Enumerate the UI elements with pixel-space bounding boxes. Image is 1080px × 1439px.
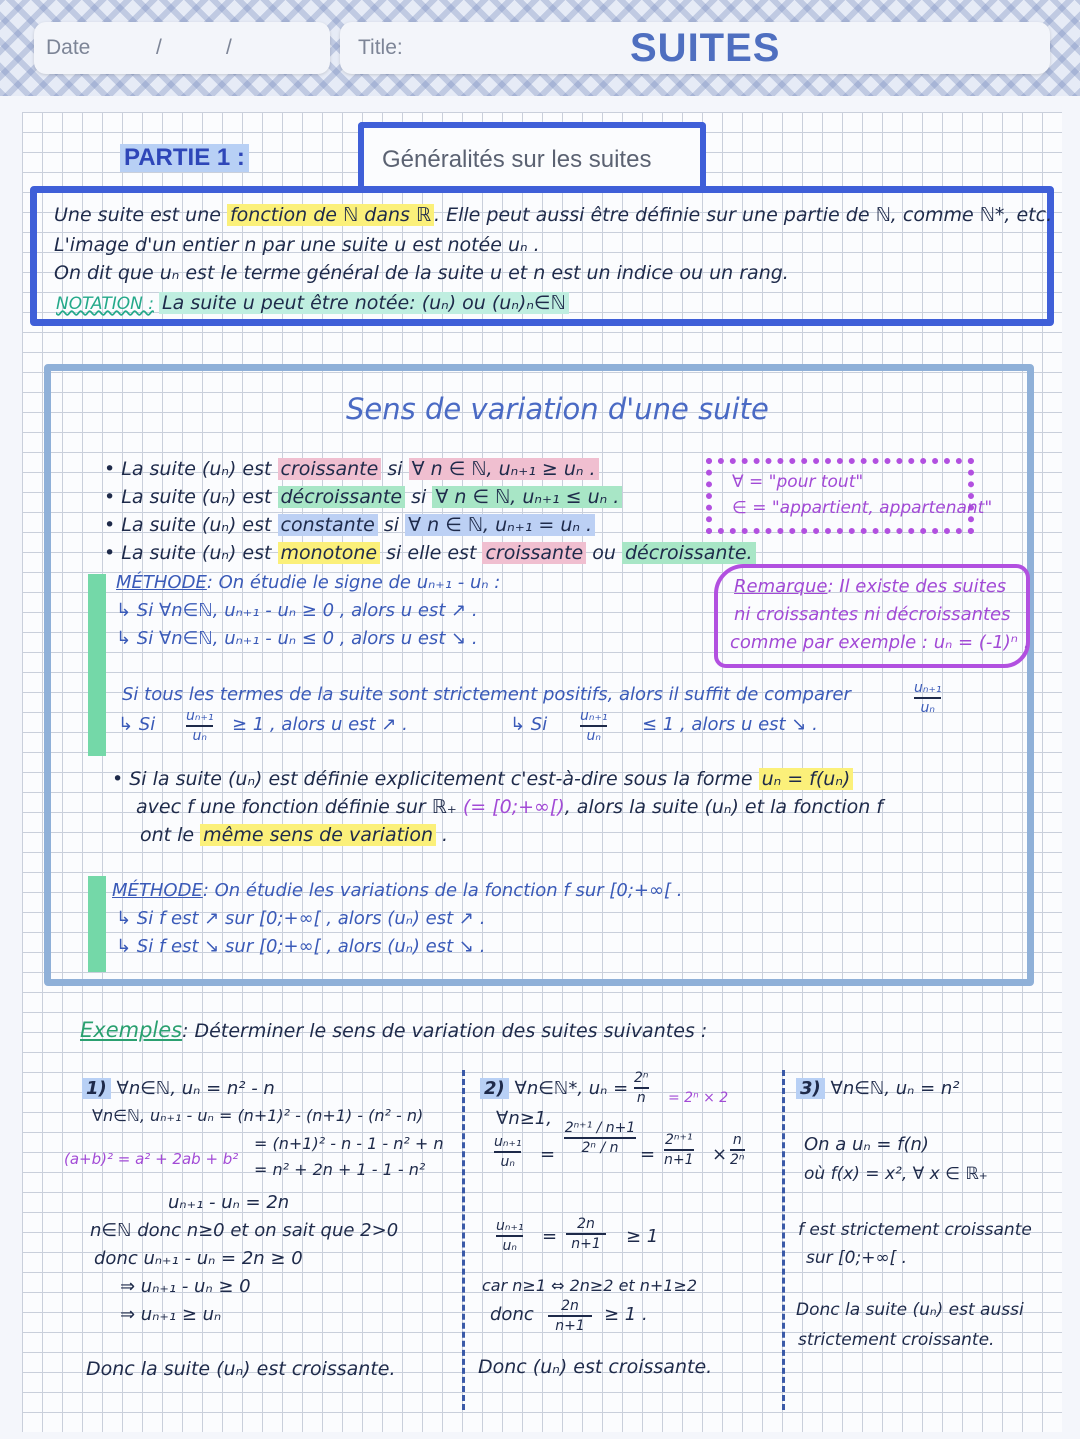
ratio-case-1-post: ≥ 1 , alors u est ↗ . xyxy=(232,714,408,735)
remark-line: comme par exemple : uₙ = (-1)ⁿ . xyxy=(730,632,1030,653)
example-2-condition: ∀n≥1, xyxy=(496,1108,552,1129)
ratio-fraction xyxy=(186,708,213,744)
page-header xyxy=(0,0,1080,96)
bullet-text: si xyxy=(383,514,400,536)
fraction-numerator: n xyxy=(732,1132,742,1148)
example-1-line: donc uₙ₊₁ - uₙ = 2n ≥ 0 xyxy=(94,1248,303,1269)
ratio-case-2-pre: ↳ Si xyxy=(510,714,548,735)
method-sidebar xyxy=(88,574,106,756)
example-1-line: ⇒ uₙ₊₁ ≥ uₙ xyxy=(120,1304,222,1325)
fraction-numerator: uₙ₊₁ xyxy=(496,1218,524,1234)
example-statement: ∀n∈ℕ, uₙ = n² xyxy=(830,1078,960,1099)
bullet-text: si xyxy=(387,458,403,480)
example-2-conclusion: Donc (uₙ) est croissante. xyxy=(478,1356,713,1378)
fraction-numerator: 2ⁿ⁺¹ / n+1 xyxy=(564,1120,636,1136)
bullet-text: La suite (uₙ) est xyxy=(121,514,272,536)
column-separator xyxy=(782,1070,785,1410)
title-label: Title: xyxy=(358,36,403,59)
example-1-line: ∀n∈ℕ, uₙ₊₁ - uₙ = (n+1)² - (n+1) - (n² - n) xyxy=(92,1106,424,1125)
bullet-keyword: constante xyxy=(278,514,378,536)
example-number: 3) xyxy=(796,1078,825,1099)
bullet-keyword: croissante xyxy=(278,458,382,480)
notation-line xyxy=(56,292,569,314)
example-1-line: n∈ℕ donc n≥0 et on sait que 2>0 xyxy=(90,1220,399,1241)
fraction-numerator: uₙ₊₁ xyxy=(186,708,214,724)
ratio-case-1-pre: ↳ Si xyxy=(118,714,156,735)
times-sign: × xyxy=(712,1144,728,1165)
explicit-line-2 xyxy=(136,796,883,818)
example-3-conclusion: strictement croissante. xyxy=(798,1330,995,1350)
fraction-denominator: uₙ xyxy=(920,700,935,716)
bullet-decroissante: • La suite (uₙ) est décroissante si ∀ n ∈ ℕ, uₙ₊₁ ≤ uₙ . xyxy=(104,486,622,508)
method-title: MÉTHODE xyxy=(116,572,207,593)
part-title: Généralités sur les suites xyxy=(382,146,652,173)
definition-text: . Elle peut aussi être définie sur une partie de ℕ, comme ℕ*, etc. xyxy=(434,204,1053,226)
example-number: 2) xyxy=(480,1078,509,1099)
method-2-head xyxy=(112,880,682,901)
bullet-condition: ∀ n ∈ ℕ, uₙ₊₁ ≥ uₙ . xyxy=(409,458,599,480)
ratio-fraction xyxy=(914,680,941,716)
bullet-keyword: monotone xyxy=(278,542,381,564)
explicit-line-3 xyxy=(140,824,448,846)
fraction-numerator: 2ⁿ xyxy=(634,1070,649,1086)
fraction-denominator: n+1 xyxy=(555,1318,585,1334)
equals-sign: = xyxy=(542,1226,558,1247)
symbols-box xyxy=(706,458,993,534)
example-3-line: sur [0;+∞[ . xyxy=(806,1248,908,1268)
example-statement: ∀n∈ℕ*, uₙ = xyxy=(514,1078,629,1099)
explicit-text: Si la suite (uₙ) est définie explicitement c'est-à-dire sous la forme xyxy=(129,768,753,790)
example-1-line: = (n+1)² - n - 1 - n² + n xyxy=(254,1134,444,1153)
remark-line xyxy=(734,576,1006,597)
part-label: PARTIE 1 : xyxy=(120,144,249,172)
method-text: : On étudie les variations de la fonction f sur [0;+∞[ . xyxy=(202,880,683,901)
example-3-conclusion: Donc la suite (uₙ) est aussi xyxy=(796,1300,1024,1320)
example-3-line: f est strictement croissante xyxy=(798,1220,1032,1240)
definition-line-2: L'image d'un entier n par une suite u est notée uₙ . xyxy=(54,234,540,256)
symbol-line: ∀ = "pour tout" xyxy=(732,472,864,492)
examples-instruction: : Déterminer le sens de variation des suites suivantes : xyxy=(182,1020,708,1042)
fraction-denominator: n+1 xyxy=(571,1236,601,1252)
bullet-croissante: • La suite (uₙ) est croissante si ∀ n ∈ ℕ, uₙ₊₁ ≥ uₙ . xyxy=(104,458,599,480)
method-text: : On étudie le signe de uₙ₊₁ - uₙ : xyxy=(206,572,501,593)
bullet-condition: ∀ n ∈ ℕ, uₙ₊₁ ≤ uₙ . xyxy=(432,486,622,508)
fraction-denominator: 2ⁿ xyxy=(730,1152,745,1168)
remark-text: : Il existe des suites xyxy=(827,576,1007,597)
bullet-condition: décroissante. xyxy=(622,542,756,564)
symbol-line: ∈ = "appartient, appartenant" xyxy=(732,498,993,518)
bullet-text: La suite (uₙ) est xyxy=(121,458,272,480)
fraction-numerator: 2n xyxy=(577,1216,595,1232)
date-label: Date xyxy=(46,36,91,59)
date-box xyxy=(34,22,330,74)
explicit-text: avec f une fonction définie sur ℝ₊ xyxy=(136,796,457,818)
example-2-result: ≥ 1 xyxy=(626,1226,659,1247)
part-title-tab xyxy=(358,122,706,190)
remark-label: Remarque xyxy=(734,576,828,597)
fraction-denominator: n+1 xyxy=(664,1152,694,1168)
bullet-text: La suite (uₙ) est xyxy=(121,542,272,564)
example-2-fraction xyxy=(548,1298,592,1334)
definition-text: Une suite est une xyxy=(54,204,221,226)
example-number: 1) xyxy=(82,1078,111,1099)
explicit-highlight: même sens de variation xyxy=(200,824,436,846)
example-1-line: uₙ₊₁ - uₙ = 2n xyxy=(168,1192,290,1213)
bullet-text: si elle est xyxy=(386,542,477,564)
example-3-line: On a uₙ = f(n) xyxy=(804,1134,929,1155)
equals-sign: = xyxy=(540,1144,556,1165)
definition-line-1 xyxy=(54,204,1052,226)
fraction-numerator: uₙ₊₁ xyxy=(494,1134,522,1150)
method-2-line: ↳ Si f est ↗ sur [0;+∞[ , alors (uₙ) est ↗ . xyxy=(116,908,486,929)
bullet-text: ou xyxy=(592,542,616,564)
fraction-denominator: n xyxy=(636,1090,646,1106)
method-1-line: ↳ Si ∀n∈ℕ, uₙ₊₁ - uₙ ≤ 0 , alors u est ↘ . xyxy=(116,628,478,649)
example-2-line: car n≥1 ⇔ 2n≥2 et n+1≥2 xyxy=(482,1276,698,1295)
example-1-head xyxy=(82,1078,275,1099)
positive-terms-line: Si tous les termes de la suite sont strictement positifs, alors il suffit de comparer xyxy=(122,684,851,705)
fraction-numerator: uₙ₊₁ xyxy=(914,680,942,696)
example-2-fraction xyxy=(566,1216,606,1252)
identity-note: (a+b)² = a² + 2ab + b² xyxy=(64,1150,239,1168)
remark-line: ni croissantes ni décroissantes xyxy=(734,604,1011,625)
example-2-fraction xyxy=(664,1132,694,1168)
example-2-ratio xyxy=(494,1134,521,1170)
example-2-note: = 2ⁿ × 2 xyxy=(668,1090,729,1106)
bullet-keyword: décroissante xyxy=(278,486,406,508)
example-1-line: ⇒ uₙ₊₁ - uₙ ≥ 0 xyxy=(120,1276,251,1297)
fraction-denominator: uₙ xyxy=(500,1154,515,1170)
notation-text: La suite u peut être notée: (uₙ) ou (uₙ)ₙ∈ℕ xyxy=(159,292,569,314)
bullet-constante: • La suite (uₙ) est constante si ∀ n ∈ ℕ, uₙ₊₁ = uₙ . xyxy=(104,514,595,536)
fraction-numerator: 2n xyxy=(561,1298,579,1314)
method-sidebar xyxy=(88,876,106,972)
remark-box xyxy=(714,564,1030,668)
example-statement: ∀n∈ℕ, uₙ = n² - n xyxy=(116,1078,275,1099)
date-separator: / xyxy=(226,36,232,59)
ratio-fraction xyxy=(580,708,607,744)
equals-sign: = xyxy=(640,1144,656,1165)
explicit-text: ont le xyxy=(140,824,195,846)
example-2-fraction xyxy=(730,1132,745,1168)
fraction-denominator: uₙ xyxy=(586,728,601,744)
example-3-head xyxy=(796,1078,960,1099)
explicit-interval: (= [0;+∞[) xyxy=(462,796,565,818)
example-2-donc: donc xyxy=(490,1304,534,1325)
fraction-numerator: 2ⁿ⁺¹ xyxy=(665,1132,693,1148)
explicit-highlight: uₙ = f(uₙ) xyxy=(759,768,854,790)
page-title: SUITES xyxy=(630,26,781,70)
bullet-monotone: • La suite (uₙ) est monotone si elle est croissante ou décroissante. xyxy=(104,542,756,564)
fraction-numerator: uₙ₊₁ xyxy=(580,708,608,724)
bullet-text: La suite (uₙ) est xyxy=(121,486,272,508)
explicit-text: , alors la suite (uₙ) et la fonction f xyxy=(564,796,883,818)
method-2-line: ↳ Si f est ↘ sur [0;+∞[ , alors (uₙ) est ↘ . xyxy=(116,936,486,957)
bullet-condition: ∀ n ∈ ℕ, uₙ₊₁ = uₙ . xyxy=(405,514,595,536)
definition-line-3: On dit que uₙ est le terme général de la suite u et n est un indice ou un rang. xyxy=(54,262,789,284)
example-2-ratio xyxy=(496,1218,523,1254)
ratio-case-2-post: ≤ 1 , alors u est ↘ . xyxy=(642,714,818,735)
notation-label: NOTATION : xyxy=(56,294,154,314)
examples-heading xyxy=(80,1018,707,1042)
section-title: Sens de variation d'une suite xyxy=(346,392,769,426)
bullet-condition: croissante xyxy=(482,542,586,564)
example-2-fraction xyxy=(634,1070,649,1106)
example-1-conclusion: Donc la suite (uₙ) est croissante. xyxy=(86,1358,396,1380)
example-1-line: = n² + 2n + 1 - 1 - n² xyxy=(254,1160,426,1179)
column-separator xyxy=(462,1070,465,1410)
examples-title: Exemples xyxy=(80,1018,183,1042)
example-2-fraction xyxy=(564,1120,636,1156)
bullet-text: si xyxy=(411,486,427,508)
explicit-line-1: • Si la suite (uₙ) est définie explicitement c'est-à-dire sous la forme uₙ = f(uₙ) xyxy=(112,768,853,790)
example-3-line: où f(x) = x², ∀ x ∈ ℝ₊ xyxy=(804,1164,988,1184)
date-separator: / xyxy=(156,36,162,59)
method-1-head xyxy=(116,572,500,593)
fraction-denominator: uₙ xyxy=(192,728,207,744)
example-2-result: ≥ 1 . xyxy=(604,1304,648,1325)
definition-highlight: fonction de ℕ dans ℝ xyxy=(227,204,434,226)
explicit-text: . xyxy=(442,824,449,846)
fraction-denominator: uₙ xyxy=(502,1238,517,1254)
method-1-line: ↳ Si ∀n∈ℕ, uₙ₊₁ - uₙ ≥ 0 , alors u est ↗ . xyxy=(116,600,478,621)
fraction-denominator: 2ⁿ / n xyxy=(581,1140,619,1156)
method-title: MÉTHODE xyxy=(112,880,203,901)
example-2-head xyxy=(480,1078,628,1099)
